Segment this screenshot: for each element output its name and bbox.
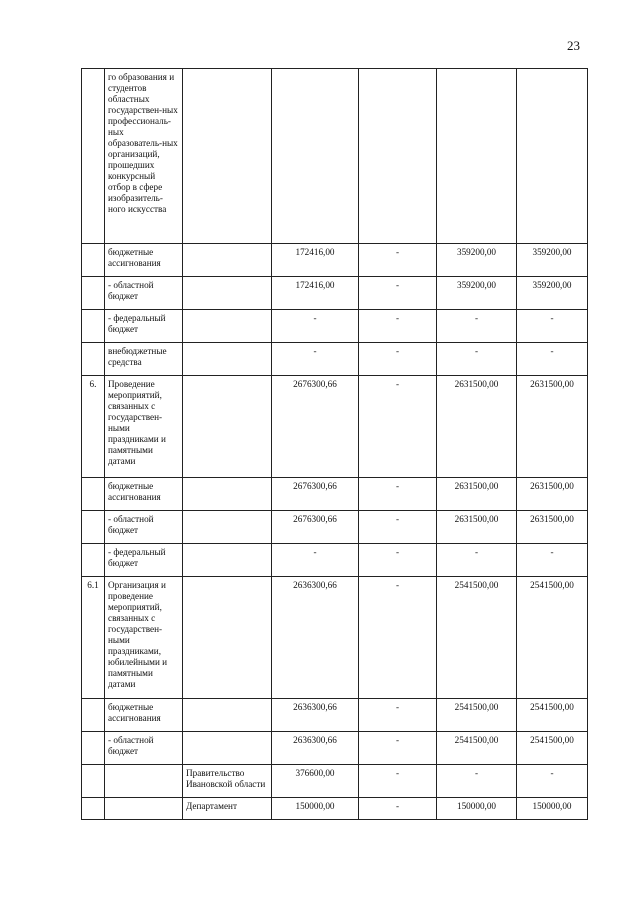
table-row bbox=[82, 69, 588, 244]
amount-col3-cell: 359200,00 bbox=[437, 277, 517, 310]
amount-col2-cell: - bbox=[359, 244, 437, 277]
amount-col1-cell: 172416,00 bbox=[272, 277, 359, 310]
row-number-cell bbox=[82, 244, 105, 277]
amount-col4-cell: - bbox=[517, 343, 588, 376]
description-cell: - областной бюджет bbox=[105, 277, 183, 310]
description-cell bbox=[105, 765, 183, 798]
amount-col1-cell: 2676300,66 bbox=[272, 478, 359, 511]
table-row bbox=[82, 732, 588, 765]
description-cell: Организация и проведение мероприятий, связанных с государствен-ными праздниками, юбилейными и памятными датами bbox=[105, 577, 183, 699]
amount-col2-cell: - bbox=[359, 732, 437, 765]
responsible-cell bbox=[183, 577, 272, 699]
row-number-cell bbox=[82, 277, 105, 310]
responsible-cell bbox=[183, 343, 272, 376]
amount-col4-cell: - bbox=[517, 310, 588, 343]
amount-col1-cell: 376600,00 bbox=[272, 765, 359, 798]
amount-col4-cell: 359200,00 bbox=[517, 244, 588, 277]
amount-col1-cell: - bbox=[272, 310, 359, 343]
description-cell: - областной бюджет bbox=[105, 732, 183, 765]
responsible-cell bbox=[183, 277, 272, 310]
responsible-cell bbox=[183, 69, 272, 244]
amount-col1-cell: - bbox=[272, 343, 359, 376]
amount-col4-cell: 2631500,00 bbox=[517, 478, 588, 511]
row-number-cell bbox=[82, 69, 105, 244]
amount-col1-cell: 2676300,66 bbox=[272, 376, 359, 478]
amount-col4-cell bbox=[517, 69, 588, 244]
description-cell: бюджетные ассигнования bbox=[105, 244, 183, 277]
amount-col2-cell: - bbox=[359, 511, 437, 544]
amount-col1-cell: - bbox=[272, 544, 359, 577]
row-number-cell: 6.1 bbox=[82, 577, 105, 699]
description-cell: внебюджетные средства bbox=[105, 343, 183, 376]
responsible-cell bbox=[183, 732, 272, 765]
responsible-cell: Правительство Ивановской области bbox=[183, 765, 272, 798]
amount-col3-cell: 2541500,00 bbox=[437, 699, 517, 732]
amount-col3-cell: 150000,00 bbox=[437, 798, 517, 820]
table-row bbox=[82, 765, 588, 798]
row-number-cell bbox=[82, 478, 105, 511]
responsible-cell bbox=[183, 310, 272, 343]
amount-col4-cell: 2541500,00 bbox=[517, 732, 588, 765]
table-row bbox=[82, 277, 588, 310]
budget-table bbox=[81, 68, 588, 820]
amount-col3-cell: 2631500,00 bbox=[437, 478, 517, 511]
amount-col3-cell: 359200,00 bbox=[437, 244, 517, 277]
table-row bbox=[82, 511, 588, 544]
amount-col2-cell: - bbox=[359, 765, 437, 798]
description-cell: го образования и студентов областных государствен-ных профессиональ-ных образователь-ных организаций, прошедших конкурсный отбор в сфере изобразитель-ного искусства bbox=[105, 69, 183, 244]
row-number-cell: 6. bbox=[82, 376, 105, 478]
row-number-cell bbox=[82, 798, 105, 820]
row-number-cell bbox=[82, 765, 105, 798]
table-row bbox=[82, 310, 588, 343]
description-cell bbox=[105, 798, 183, 820]
description-cell: Проведение мероприятий, связанных с государствен-ными праздниками и памятными датами bbox=[105, 376, 183, 478]
responsible-cell bbox=[183, 699, 272, 732]
amount-col3-cell bbox=[437, 69, 517, 244]
table-row bbox=[82, 478, 588, 511]
table-row bbox=[82, 544, 588, 577]
amount-col3-cell: 2631500,00 bbox=[437, 511, 517, 544]
amount-col4-cell: 2541500,00 bbox=[517, 699, 588, 732]
table-row bbox=[82, 343, 588, 376]
amount-col4-cell: 2631500,00 bbox=[517, 376, 588, 478]
amount-col1-cell: 2676300,66 bbox=[272, 511, 359, 544]
description-cell: - федеральный бюджет bbox=[105, 310, 183, 343]
amount-col4-cell: 2631500,00 bbox=[517, 511, 588, 544]
responsible-cell bbox=[183, 376, 272, 478]
amount-col2-cell: - bbox=[359, 544, 437, 577]
amount-col3-cell: - bbox=[437, 544, 517, 577]
table-row bbox=[82, 376, 588, 478]
amount-col2-cell: - bbox=[359, 277, 437, 310]
table-row bbox=[82, 699, 588, 732]
table-row bbox=[82, 244, 588, 277]
amount-col4-cell: - bbox=[517, 765, 588, 798]
description-cell: бюджетные ассигнования bbox=[105, 478, 183, 511]
page-number: 23 bbox=[567, 38, 580, 53]
responsible-cell: Департамент bbox=[183, 798, 272, 820]
amount-col2-cell: - bbox=[359, 310, 437, 343]
amount-col1-cell: 172416,00 bbox=[272, 244, 359, 277]
row-number-cell bbox=[82, 544, 105, 577]
row-number-cell bbox=[82, 343, 105, 376]
amount-col2-cell: - bbox=[359, 376, 437, 478]
responsible-cell bbox=[183, 244, 272, 277]
amount-col1-cell: 2636300,66 bbox=[272, 577, 359, 699]
amount-col2-cell: - bbox=[359, 798, 437, 820]
responsible-cell bbox=[183, 478, 272, 511]
amount-col2-cell: - bbox=[359, 577, 437, 699]
amount-col2-cell: - bbox=[359, 343, 437, 376]
description-cell: бюджетные ассигнования bbox=[105, 699, 183, 732]
amount-col3-cell: 2541500,00 bbox=[437, 577, 517, 699]
amount-col1-cell: 2636300,66 bbox=[272, 732, 359, 765]
amount-col2-cell: - bbox=[359, 699, 437, 732]
description-cell: - федеральный бюджет bbox=[105, 544, 183, 577]
table-row bbox=[82, 577, 588, 699]
amount-col2-cell bbox=[359, 69, 437, 244]
amount-col3-cell: - bbox=[437, 310, 517, 343]
table-body bbox=[82, 69, 588, 820]
responsible-cell bbox=[183, 544, 272, 577]
amount-col3-cell: 2631500,00 bbox=[437, 376, 517, 478]
table-row bbox=[82, 798, 588, 820]
amount-col4-cell: 2541500,00 bbox=[517, 577, 588, 699]
amount-col1-cell: 150000,00 bbox=[272, 798, 359, 820]
amount-col1-cell: 2636300,66 bbox=[272, 699, 359, 732]
amount-col3-cell: 2541500,00 bbox=[437, 732, 517, 765]
amount-col1-cell bbox=[272, 69, 359, 244]
description-cell: - областной бюджет bbox=[105, 511, 183, 544]
row-number-cell bbox=[82, 732, 105, 765]
row-number-cell bbox=[82, 511, 105, 544]
amount-col3-cell: - bbox=[437, 765, 517, 798]
amount-col3-cell: - bbox=[437, 343, 517, 376]
row-number-cell bbox=[82, 310, 105, 343]
responsible-cell bbox=[183, 511, 272, 544]
row-number-cell bbox=[82, 699, 105, 732]
amount-col2-cell: - bbox=[359, 478, 437, 511]
amount-col4-cell: - bbox=[517, 544, 588, 577]
amount-col4-cell: 150000,00 bbox=[517, 798, 588, 820]
amount-col4-cell: 359200,00 bbox=[517, 277, 588, 310]
